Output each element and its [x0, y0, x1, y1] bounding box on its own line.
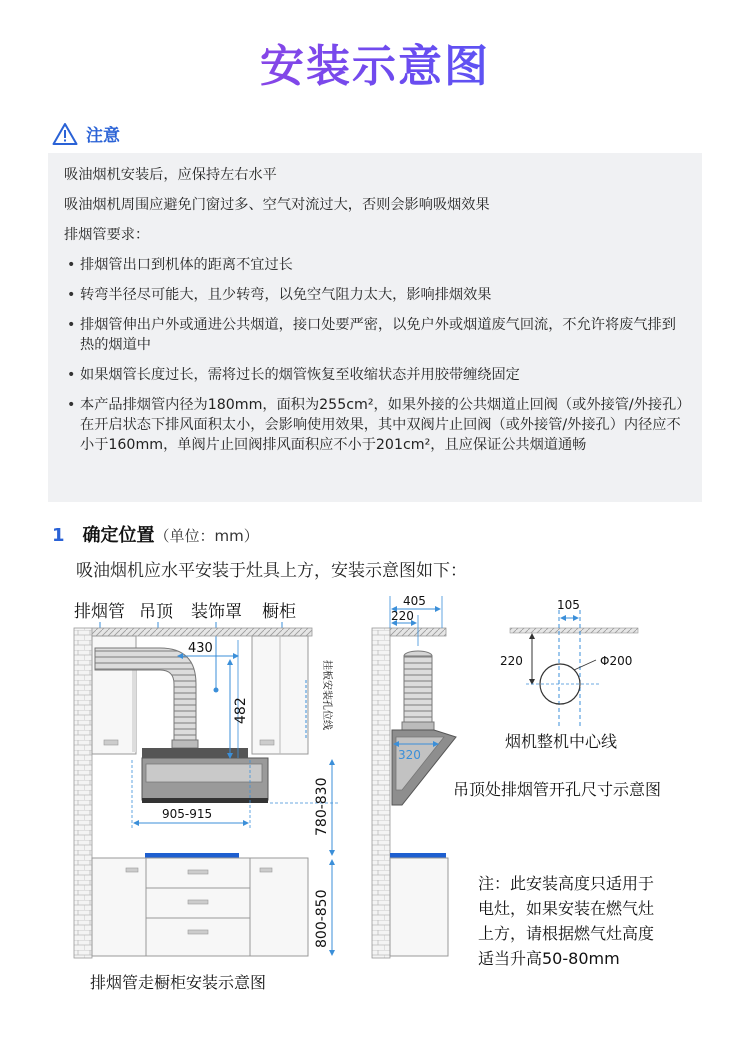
- notice-heading-text: 注意: [86, 126, 120, 146]
- caption-left: 排烟管走橱柜安装示意图: [90, 973, 267, 992]
- section-description: 吸油烟机应水平安装于灶具上方，安装示意图如下：: [76, 561, 467, 581]
- caption-hole: 吊顶处排烟管开孔尺寸示意图: [453, 780, 662, 799]
- dim-482: 482: [233, 697, 249, 724]
- door-handle: [126, 868, 138, 872]
- duct-collar: [402, 722, 434, 730]
- note-line: 电灶，如果安装在燃气灶: [478, 899, 655, 918]
- notice-line: 排烟管要求：: [64, 227, 150, 243]
- dim-800: 800-850: [314, 889, 330, 948]
- label-cover: 装饰罩: [191, 602, 242, 622]
- notice-box: [48, 153, 702, 502]
- leader-dot: [214, 688, 219, 693]
- install-note: [478, 874, 654, 968]
- section-unit: （单位：mm）: [154, 527, 259, 545]
- dim-220a: 220: [391, 609, 414, 623]
- left-diagram: [74, 602, 340, 992]
- duct-collar: [172, 740, 198, 748]
- dim-405: 405: [403, 594, 426, 608]
- dim-220b: 220: [500, 654, 523, 668]
- section-heading: [52, 521, 259, 547]
- ceiling-strip: [510, 628, 638, 633]
- notice-bullet: • 排烟管出口到机体的距离不宜过长: [64, 255, 686, 275]
- label-ceiling: 吊顶: [139, 602, 173, 622]
- notice-line: 吸油烟机周围应避免门窗过多、空气对流过大，否则会影响吸烟效果: [64, 197, 490, 213]
- dim-780: 780-830: [314, 777, 330, 836]
- notice-bullet: • 排烟管伸出户外或通进公共烟道，接口处要严密，以免户外或烟道废气回流，不允许将废气排到热的烟道中: [64, 315, 686, 355]
- notice-bullet: • 本产品排烟管内径为180mm，面积为255cm²，如果外接的公共烟道止回阀（或外接管/外接孔）在开启状态下排风面积太小，会影响使用效果，其中双阀片止回阀（或外接管/外接孔）内径应不小于160mm，单阀片止回阀排风面积应不小于201cm²，且应保证公共烟道通畅: [64, 395, 686, 455]
- warning-icon: [52, 122, 78, 146]
- dim-430: 430: [188, 641, 213, 656]
- label-duct: 排烟管: [74, 602, 125, 622]
- notice-heading: [52, 121, 120, 146]
- hood-panel: [146, 764, 262, 782]
- wall: [372, 628, 390, 958]
- cabinet-handle: [104, 740, 118, 745]
- label-hanger-line: 挂板安装孔位线: [321, 660, 332, 730]
- drawer-handle: [188, 870, 208, 874]
- cooktop: [145, 853, 239, 858]
- label-cabinet: 橱柜: [262, 602, 296, 622]
- hole-diagram: [500, 598, 638, 726]
- dim-320: 320: [398, 748, 421, 762]
- cooktop: [390, 853, 446, 858]
- notice-bullet: • 转弯半径尽可能大，且少转弯，以免空气阻力太大，影响排烟效果: [64, 285, 686, 305]
- wall: [74, 628, 92, 958]
- installation-diagram: [0, 585, 750, 1038]
- hood-bottom: [142, 798, 268, 803]
- drawer-handle: [188, 900, 208, 904]
- leader-line: [574, 660, 596, 670]
- door-handle: [260, 868, 272, 872]
- note-line: 上方，请根据燃气灶高度: [478, 924, 655, 943]
- hood-top: [142, 748, 248, 758]
- drawer-handle: [188, 930, 208, 934]
- dim-105: 105: [557, 598, 580, 612]
- cabinet-handle: [260, 740, 274, 745]
- vertical-duct: [404, 656, 432, 724]
- notice-bullet: • 如果烟管长度过长，需将过长的烟管恢复至收缩状态并用胶带缠绕固定: [64, 365, 686, 385]
- dim-200: Φ200: [600, 654, 633, 668]
- page-title: 安装示意图: [0, 30, 750, 94]
- notice-line: 吸油烟机安装后，应保持左右水平: [64, 167, 277, 183]
- base-cabinet: [390, 858, 448, 956]
- note-line: 注：此安装高度只适用于: [478, 874, 655, 893]
- label-center-line: 烟机整机中心线: [505, 732, 618, 751]
- dim-905: 905-915: [162, 807, 213, 821]
- note-line: 适当升高50-80mm: [478, 949, 620, 968]
- cabinet-side: [132, 660, 136, 752]
- section-title: 确定位置: [82, 525, 155, 546]
- section-number: 1: [52, 525, 65, 546]
- ceiling: [92, 628, 312, 636]
- side-view-diagram: [372, 594, 456, 958]
